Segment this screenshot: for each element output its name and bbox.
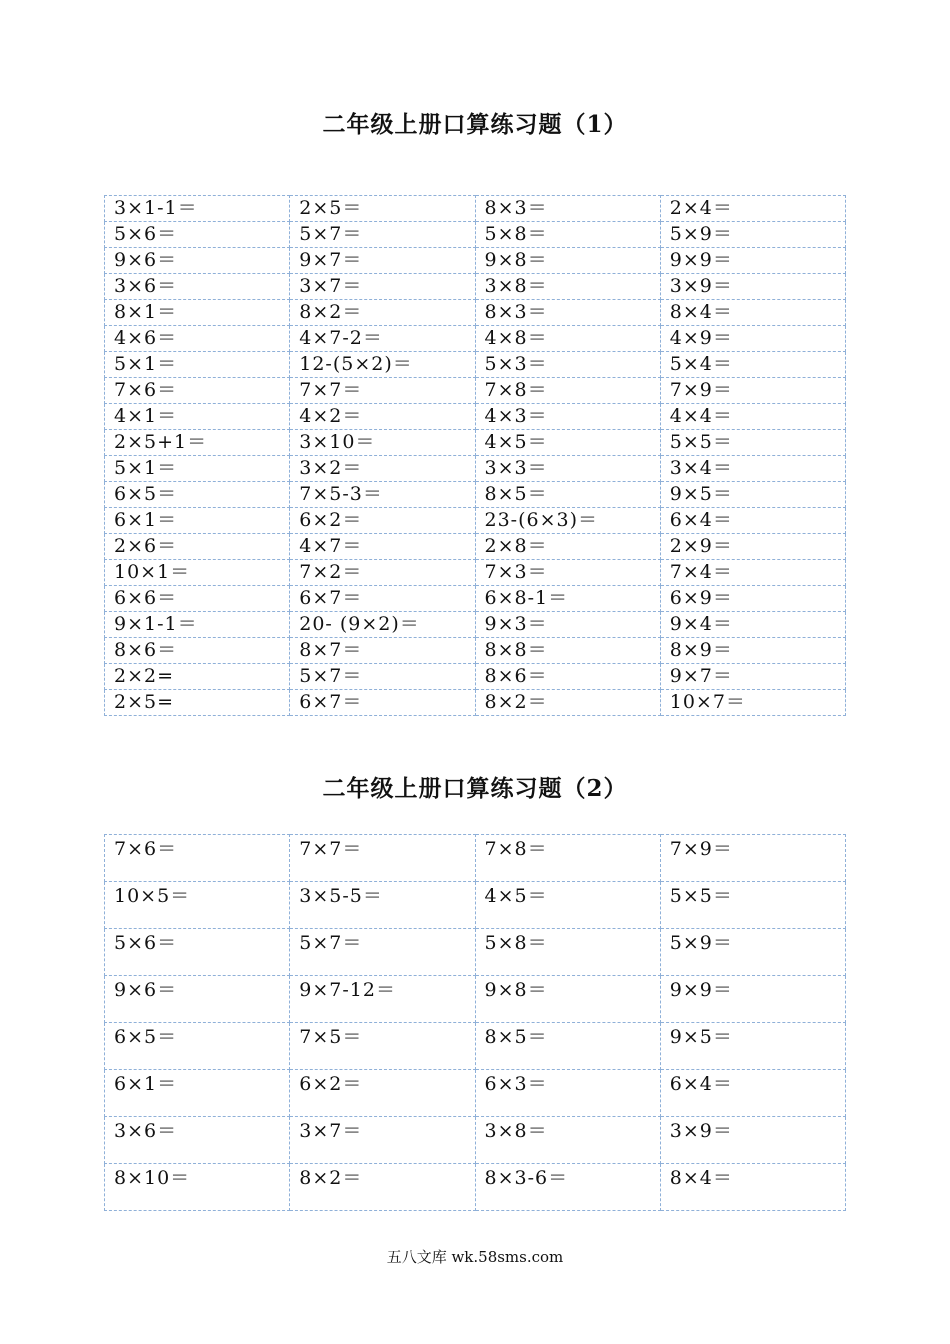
table-row xyxy=(105,534,846,560)
table-row xyxy=(105,690,846,716)
exercise-cell: 7×7＝ xyxy=(290,835,475,882)
footer-watermark: 五八文库 wk.58sms.com xyxy=(386,1248,564,1266)
exercise-cell: 5×1＝ xyxy=(105,352,290,378)
exercise-cell: 4×6＝ xyxy=(105,326,290,352)
exercise-cell: 8×6＝ xyxy=(105,638,290,664)
table-row xyxy=(105,482,846,508)
table-row xyxy=(105,430,846,456)
exercise-cell: 10×1＝ xyxy=(105,560,290,586)
exercise-cell: 8×3＝ xyxy=(475,300,660,326)
exercise-cell: 7×8＝ xyxy=(475,378,660,404)
exercise-cell: 5×7＝ xyxy=(290,222,475,248)
exercise-cell: 6×8-1＝ xyxy=(475,586,660,612)
exercise-cell: 9×5＝ xyxy=(660,482,845,508)
table-row xyxy=(105,1117,846,1164)
exercise-cell: 6×2＝ xyxy=(290,1070,475,1117)
exercise-cell: 3×4＝ xyxy=(660,456,845,482)
exercise-cell: 7×4＝ xyxy=(660,560,845,586)
exercise-cell: 4×1＝ xyxy=(105,404,290,430)
exercise-cell: 3×1-1＝ xyxy=(105,196,290,222)
exercise-cell: 8×2＝ xyxy=(290,1164,475,1211)
exercise-cell: 4×3＝ xyxy=(475,404,660,430)
exercise-cell: 2×5= xyxy=(105,690,290,716)
exercise-cell: 9×4＝ xyxy=(660,612,845,638)
exercise-cell: 23-(6×3)＝ xyxy=(475,508,660,534)
table-row xyxy=(105,378,846,404)
exercise-cell: 7×6＝ xyxy=(105,378,290,404)
exercise-cell: 5×8＝ xyxy=(475,222,660,248)
worksheet-title-2: 二年级上册口算练习题（2） xyxy=(322,775,628,802)
table-row xyxy=(105,560,846,586)
exercise-cell: 8×4＝ xyxy=(660,1164,845,1211)
exercise-cell: 7×8＝ xyxy=(475,835,660,882)
exercise-cell: 5×7＝ xyxy=(290,929,475,976)
exercise-cell: 8×5＝ xyxy=(475,482,660,508)
exercise-cell: 8×2＝ xyxy=(290,300,475,326)
exercise-cell: 5×8＝ xyxy=(475,929,660,976)
exercise-cell: 7×6＝ xyxy=(105,835,290,882)
exercise-table-1 xyxy=(104,195,846,716)
table-row xyxy=(105,638,846,664)
exercise-cell: 9×6＝ xyxy=(105,248,290,274)
exercise-cell: 3×3＝ xyxy=(475,456,660,482)
exercise-cell: 9×5＝ xyxy=(660,1023,845,1070)
table-row xyxy=(105,586,846,612)
exercise-cell: 6×5＝ xyxy=(105,482,290,508)
exercise-cell: 9×6＝ xyxy=(105,976,290,1023)
exercise-cell: 6×7＝ xyxy=(290,690,475,716)
exercise-cell: 9×8＝ xyxy=(475,976,660,1023)
exercise-cell: 5×5＝ xyxy=(660,882,845,929)
exercise-cell: 8×8＝ xyxy=(475,638,660,664)
exercise-cell: 8×4＝ xyxy=(660,300,845,326)
exercise-cell: 12-(5×2)＝ xyxy=(290,352,475,378)
exercise-cell: 3×8＝ xyxy=(475,1117,660,1164)
table-row xyxy=(105,1023,846,1070)
exercise-cell: 7×3＝ xyxy=(475,560,660,586)
exercise-cell: 2×8＝ xyxy=(475,534,660,560)
exercise-cell: 6×9＝ xyxy=(660,586,845,612)
exercise-cell: 5×9＝ xyxy=(660,222,845,248)
exercise-cell: 9×7＝ xyxy=(290,248,475,274)
exercise-cell: 9×9＝ xyxy=(660,976,845,1023)
exercise-cell: 6×4＝ xyxy=(660,508,845,534)
exercise-cell: 10×5＝ xyxy=(105,882,290,929)
worksheet-title-1: 二年级上册口算练习题（1） xyxy=(322,111,628,138)
exercise-cell: 7×7＝ xyxy=(290,378,475,404)
exercise-cell: 10×7＝ xyxy=(660,690,845,716)
exercise-cell: 3×9＝ xyxy=(660,1117,845,1164)
exercise-cell: 4×5＝ xyxy=(475,882,660,929)
exercise-cell: 2×6＝ xyxy=(105,534,290,560)
table-row xyxy=(105,929,846,976)
exercise-cell: 3×5-5＝ xyxy=(290,882,475,929)
exercise-cell: 2×2= xyxy=(105,664,290,690)
table-row xyxy=(105,508,846,534)
table-row xyxy=(105,222,846,248)
exercise-cell: 6×5＝ xyxy=(105,1023,290,1070)
exercise-cell: 2×9＝ xyxy=(660,534,845,560)
exercise-cell: 3×7＝ xyxy=(290,274,475,300)
exercise-cell: 8×3＝ xyxy=(475,196,660,222)
exercise-cell: 4×2＝ xyxy=(290,404,475,430)
exercise-cell: 8×7＝ xyxy=(290,638,475,664)
exercise-cell: 6×7＝ xyxy=(290,586,475,612)
table-row xyxy=(105,352,846,378)
exercise-cell: 20- (9×2)＝ xyxy=(290,612,475,638)
exercise-cell: 8×9＝ xyxy=(660,638,845,664)
exercise-cell: 9×1-1＝ xyxy=(105,612,290,638)
exercise-cell: 2×5+1＝ xyxy=(105,430,290,456)
exercise-cell: 8×1＝ xyxy=(105,300,290,326)
exercise-cell: 6×4＝ xyxy=(660,1070,845,1117)
exercise-cell: 7×5-3＝ xyxy=(290,482,475,508)
exercise-cell: 8×6＝ xyxy=(475,664,660,690)
exercise-cell: 5×7＝ xyxy=(290,664,475,690)
exercise-cell: 4×9＝ xyxy=(660,326,845,352)
exercise-cell: 4×8＝ xyxy=(475,326,660,352)
exercise-cell: 4×4＝ xyxy=(660,404,845,430)
exercise-cell: 3×8＝ xyxy=(475,274,660,300)
table-row xyxy=(105,326,846,352)
exercise-cell: 3×10＝ xyxy=(290,430,475,456)
exercise-cell: 9×3＝ xyxy=(475,612,660,638)
table-row xyxy=(105,882,846,929)
exercise-cell: 6×3＝ xyxy=(475,1070,660,1117)
exercise-cell: 3×9＝ xyxy=(660,274,845,300)
table-row xyxy=(105,976,846,1023)
exercise-cell: 4×5＝ xyxy=(475,430,660,456)
exercise-cell: 7×9＝ xyxy=(660,378,845,404)
exercise-cell: 8×2＝ xyxy=(475,690,660,716)
table-row xyxy=(105,664,846,690)
exercise-cell: 3×2＝ xyxy=(290,456,475,482)
exercise-table-2 xyxy=(104,834,846,1211)
table-row xyxy=(105,248,846,274)
exercise-cell: 8×10＝ xyxy=(105,1164,290,1211)
table-row xyxy=(105,835,846,882)
exercise-cell: 6×1＝ xyxy=(105,508,290,534)
exercise-cell: 8×5＝ xyxy=(475,1023,660,1070)
table-row xyxy=(105,456,846,482)
exercise-cell: 9×7-12＝ xyxy=(290,976,475,1023)
table-row xyxy=(105,1164,846,1211)
exercise-cell: 5×5＝ xyxy=(660,430,845,456)
exercise-cell: 9×9＝ xyxy=(660,248,845,274)
exercise-cell: 6×6＝ xyxy=(105,586,290,612)
exercise-cell: 4×7-2＝ xyxy=(290,326,475,352)
exercise-cell: 3×7＝ xyxy=(290,1117,475,1164)
exercise-cell: 5×6＝ xyxy=(105,222,290,248)
exercise-cell: 7×2＝ xyxy=(290,560,475,586)
exercise-cell: 3×6＝ xyxy=(105,274,290,300)
table-row xyxy=(105,612,846,638)
exercise-cell: 2×5＝ xyxy=(290,196,475,222)
exercise-cell: 3×6＝ xyxy=(105,1117,290,1164)
exercise-cell: 9×8＝ xyxy=(475,248,660,274)
exercise-cell: 7×9＝ xyxy=(660,835,845,882)
exercise-cell: 9×7＝ xyxy=(660,664,845,690)
exercise-cell: 8×3-6＝ xyxy=(475,1164,660,1211)
table-row xyxy=(105,300,846,326)
exercise-cell: 4×7＝ xyxy=(290,534,475,560)
exercise-cell: 5×6＝ xyxy=(105,929,290,976)
exercise-cell: 7×5＝ xyxy=(290,1023,475,1070)
exercise-cell: 5×3＝ xyxy=(475,352,660,378)
exercise-cell: 5×4＝ xyxy=(660,352,845,378)
table-row xyxy=(105,196,846,222)
table-row xyxy=(105,274,846,300)
table-row xyxy=(105,1070,846,1117)
table-row xyxy=(105,404,846,430)
exercise-cell: 5×9＝ xyxy=(660,929,845,976)
exercise-cell: 6×1＝ xyxy=(105,1070,290,1117)
exercise-cell: 2×4＝ xyxy=(660,196,845,222)
exercise-cell: 6×2＝ xyxy=(290,508,475,534)
exercise-cell: 5×1＝ xyxy=(105,456,290,482)
